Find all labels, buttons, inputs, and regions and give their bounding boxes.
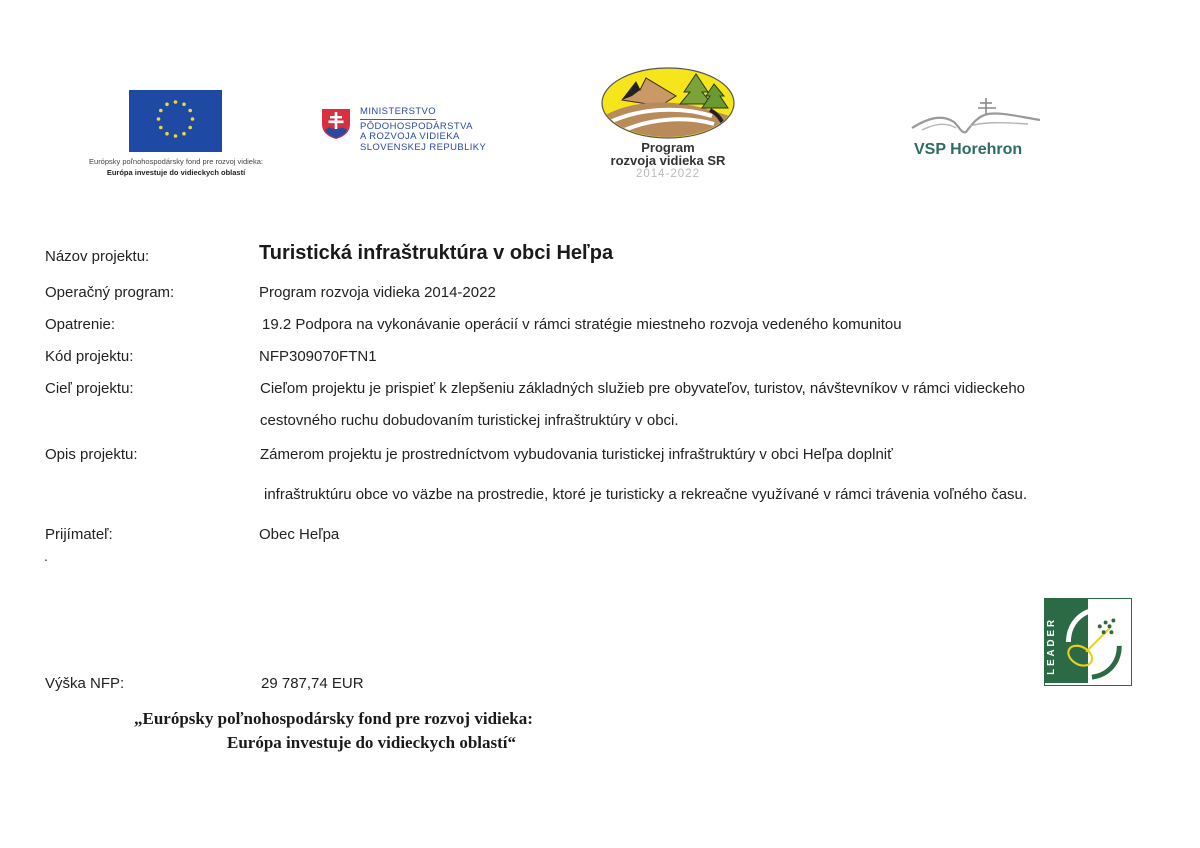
eu-caption-line2: Európa investuje do vidieckych oblastí xyxy=(106,168,246,177)
goal-line1: Cieľom projektu je prispieť k zlepšeniu základných služieb pre obyvateľov, turistov, návštevníkov v rámci vidieckeho xyxy=(260,380,1025,397)
program-value: Program rozvoja vidieka 2014-2022 xyxy=(259,284,496,301)
eu-logo-caption xyxy=(56,156,296,178)
project-code-value: NFP309070FTN1 xyxy=(259,348,377,365)
ministry-line2: PÔDOHOSPODÁRSTVA xyxy=(360,120,473,132)
goal-line2: cestovného ruchu dobudovaním turistickej infraštruktúry v obci. xyxy=(260,412,679,429)
ministry-logo-text xyxy=(360,107,486,153)
prv-line1: Program xyxy=(641,140,695,155)
ministry-line1: MINISTERSTVO xyxy=(360,107,436,120)
amount-value: 29 787,74 EUR xyxy=(261,675,364,692)
project-name-label: Názov projektu: xyxy=(45,248,150,265)
footer-quote-line2: Európa investuje do vidieckych oblastí“ xyxy=(227,733,517,752)
project-name-value: Turistická infraštruktúra v obci Heľpa xyxy=(259,242,614,264)
measure-value: 19.2 Podpora na vykonávanie operácií v rámci stratégie miestneho rozvoja vedeného komunitou xyxy=(262,316,902,333)
description-line1: Zámerom projektu je prostredníctvom vybudovania turistickej infraštruktúry v obci Heľpa doplniť xyxy=(260,446,893,463)
eu-caption-line1: Európsky poľnohospodársky fond pre rozvoj vidieka: xyxy=(89,157,263,166)
mountain-forest-emblem-icon xyxy=(600,66,736,140)
stray-dot: . xyxy=(44,548,48,564)
ministry-line3: A ROZVOJA VIDIEKA xyxy=(360,131,460,142)
ministry-line4: SLOVENSKEJ REPUBLIKY xyxy=(360,141,487,153)
recipient-value: Obec Heľpa xyxy=(259,526,340,543)
eu-flag-icon xyxy=(129,90,222,152)
prv-logo-title xyxy=(560,141,776,167)
footer-quote-line1: „Európsky poľnohospodársky fond pre rozvoj vidieka: xyxy=(134,709,533,728)
measure-label: Opatrenie: xyxy=(45,316,116,333)
goal-label: Cieľ projektu: xyxy=(45,380,134,397)
recipient-label: Prijímateľ: xyxy=(45,526,113,543)
vsp-logo-name: VSP Horehron xyxy=(914,141,1023,158)
amount-label: Výška NFP: xyxy=(45,675,125,692)
leader-logo-icon xyxy=(1044,598,1132,686)
description-label: Opis projektu: xyxy=(45,446,138,463)
project-code-label: Kód projektu: xyxy=(45,348,134,365)
description-line2: infraštruktúru obce vo väzbe na prostredie, ktoré je turisticky a rekreačne využívané v rámci trávenia voľného času. xyxy=(264,486,1028,503)
svg-text:LEADER: LEADER xyxy=(1045,617,1057,675)
prv-years: 2014-2022 xyxy=(636,168,700,180)
program-label: Operačný program: xyxy=(45,284,175,301)
prv-line2: rozvoja vidieka SR xyxy=(610,153,726,168)
hills-cross-icon xyxy=(908,94,1043,140)
slovak-coat-of-arms-icon xyxy=(321,108,351,140)
